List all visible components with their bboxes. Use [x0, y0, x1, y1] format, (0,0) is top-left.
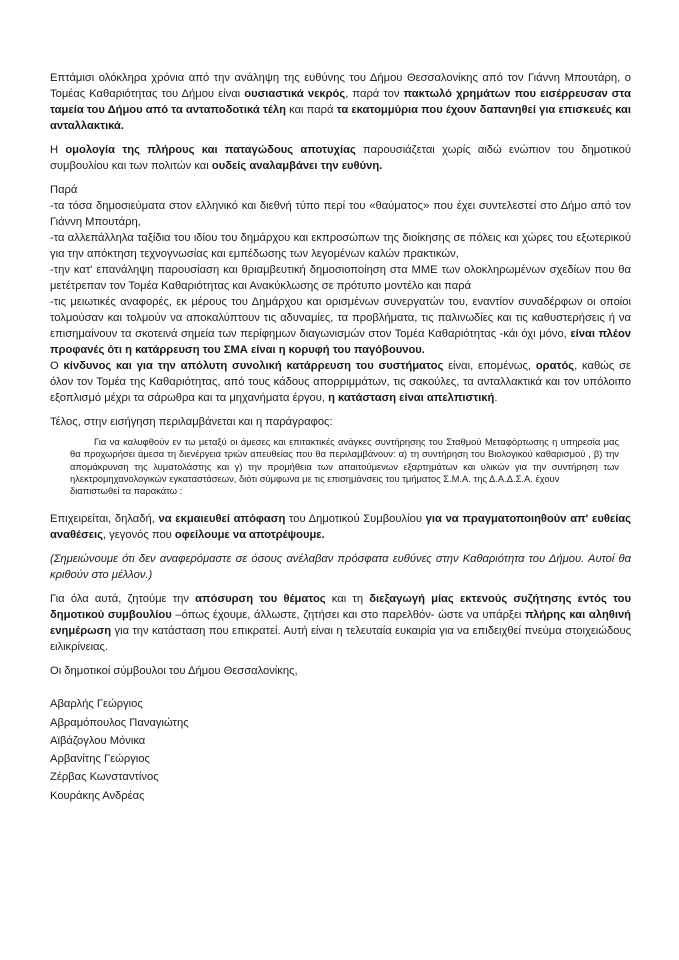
- text-run: Για όλα αυτά, ζητούμε την: [50, 593, 196, 606]
- signer-name: Αβαρλής Γεώργιος: [50, 698, 143, 711]
- text-run: Ο: [50, 360, 64, 372]
- signer-name: Αρβανίτης Γεώργιος: [50, 753, 150, 766]
- bold-text: ουδείς αναλαμβάνει την ευθύνη.: [211, 160, 383, 172]
- bold-text: ορατός: [535, 360, 575, 372]
- paragraph-decision: [50, 511, 631, 543]
- paragraph-closing: [50, 663, 631, 679]
- bold-text: οφείλουμε να αποτρέψουμε.: [174, 529, 325, 542]
- signers-list: [50, 695, 631, 804]
- text-run: Οι δημοτικοί σύμβουλοι του Δήμου Θεσσαλονίκης,: [50, 665, 298, 678]
- bold-text: πακτωλό χρημάτων που εισέρρευσαν στα ταμεία του Δήμου από τα ανταποδοτικά τέλη: [50, 88, 631, 116]
- paragraph-despite: [50, 182, 631, 198]
- text-run: του Δημοτικού Συμβουλίου: [285, 513, 426, 526]
- text-run: .: [494, 392, 498, 404]
- text-run: παρουσιάζεται χωρίς αιδώ ενώπιον του δημοτικού συμβουλίου και των πολιτών και: [50, 144, 631, 172]
- paragraph-danger: [50, 358, 631, 406]
- text-run: Επτάμισι ολόκληρα χρόνια από την ανάληψη της ευθύνης του Δήμου Θεσσαλονίκης από τον Γιάννη Μπουτάρη, ο Τομέας Καθαριότητας του Δήμου είναι: [50, 72, 631, 100]
- text-run: , γεγονός που: [102, 529, 175, 542]
- bold-text: τα εκατομμύρια που έχουν δαπανηθεί για επισκευές και ανταλλακτικά.: [50, 104, 631, 132]
- text-run: -τα τόσα δημοσιεύματα στον ελληνικό και διεθνή τύπο περί του «θαύματος» που έχει συντελεστεί στο Δήμο από τον Γιάννη Μπουτάρη,: [50, 200, 631, 228]
- paragraph-intro: [50, 70, 631, 134]
- paragraph-publications: [50, 198, 631, 230]
- bold-text: να εκμαιευθεί απόφαση: [158, 513, 286, 526]
- signer-name: Αβραμόπουλος Παναγιώτης: [50, 716, 189, 729]
- bold-text: κίνδυνος και για την απόλυτη συνολική κατάρρευση του συστήματος: [63, 360, 444, 372]
- bold-text: ομολογία της πλήρους και παταγώδους αποτυχίας: [65, 144, 356, 156]
- bold-text: διεξαγωγή μίας εκτενούς συζήτησης εντός του δημοτικού συμβουλίου: [50, 593, 631, 622]
- bold-text: για να πραγματοποιηθούν απ' ευθείας αναθέσεις: [50, 513, 632, 542]
- text-run: Η: [50, 144, 66, 156]
- text-run: Παρά: [50, 184, 78, 196]
- signer-name: Αϊβάζογλου Μόνικα: [50, 734, 146, 747]
- text-run: και παρά: [285, 104, 337, 116]
- paragraph-remarks: [50, 294, 631, 358]
- paragraph-failure: [50, 142, 631, 174]
- text-run: Για να καλυφθούν εν τω μεταξύ οι άμεσες και επιτακτικές ανάγκες συντήρησης του Σταθμού Μεταφόρτωσης η υπηρεσία μας θα προχωρήσει άμεσα τη διενέργεια τριών απευθείας που θα περιλαμβάνουν: α) τη συντήρηση του Βιολογικού καθαρισμού , β) την απομάκρυνση της λυματολάστης και γ) την προμήθεια των απαιτούμενων εξαρτημάτων και υλικών για την συντήρηση των ηλεκτρομηχανολογικών εγκαταστάσεων, διότι σύμφωνα με τις επισημάνσεις του τμήματος Σ.Μ.Α. της Δ.Α.Δ.Σ.Α. έχουν: [70, 436, 619, 484]
- text-run: για την κατάσταση που επικρατεί. Αυτή είναι η τελευταία ευκαιρία για να επιδειχθεί πνεύμα στοιχειώδους ειλικρίνειας.: [50, 625, 631, 654]
- signer-name: Ζέρβας Κωνσταντίνος: [50, 771, 159, 784]
- bold-text: ουσιαστικά νεκρός: [244, 88, 346, 100]
- text-run: -την κατ' επανάληψη παρουσίαση και θριαμβευτική δημοσιοποίηση στα ΜΜΕ των ολοκληρωμένων σχεδίων που θα μετέτρεπαν τον Τομέα Καθαριότητας και Ανακύκλωσης σε πρότυπο μοντέλο και παρά: [50, 264, 631, 292]
- quoted-paragraph: [70, 436, 619, 485]
- signer-name: Κουράκης Ανδρέας: [50, 789, 145, 802]
- paragraph-trips: [50, 230, 631, 262]
- paragraph-request: [50, 591, 631, 655]
- paragraph-presentation: [50, 262, 631, 294]
- paragraph-note: [50, 551, 631, 583]
- text-run: , παρά τον: [345, 88, 404, 100]
- paragraph-finally: [50, 414, 631, 430]
- bold-text: απόσυρση του θέματος: [195, 593, 326, 606]
- bold-text: η κατάσταση είναι απελπιστική: [328, 392, 495, 404]
- text-run: -τις μειωτικές αναφορές, εκ μέρους του Δημάρχου και ορισμένων συνεργατών του, εναντίον συναδέρφων οι οποίοι τολμούσαν και τολμούν να αποκαλύπτουν τις αδυναμίες, τα προβλήματα, τις παλινωδίες και τις καθυστερήσεις ή να επισημαίνουν τα σκοτεινά σημεία των περίφημων διαγωνισμών στον Τομέα Καθαριότητας -κάι όχι μόνο,: [50, 296, 631, 340]
- text-run: (Σημειώνουμε ότι δεν αναφερόμαστε σε όσους ανέλαβαν πρόσφατα ευθύνες στην Καθαριότητα του Δήμου. Αυτοί θα κριθούν στο μέλλον.): [50, 553, 631, 582]
- text-run: –όπως έχουμε, άλλωστε, ζητήσει και στο παρελθόν- ώστε να υπάρξει: [171, 609, 526, 622]
- text-run: διαπιστωθεί τα παρακάτω :: [70, 485, 183, 497]
- text-run: Τέλος, στην εισήγηση περιλαμβάνεται και η παράγραφος:: [50, 416, 333, 428]
- text-run: είναι, επομένως,: [443, 360, 536, 372]
- text-run: Επιχειρείται, δηλαδή,: [50, 513, 159, 526]
- bold-text: πλήρης και αληθινή ενημέρωση: [50, 609, 632, 638]
- quoted-paragraph-end: [70, 485, 619, 497]
- text-run: -τα αλλεπάλληλα ταξίδια του ιδίου του δημάρχου και εκπροσώπων της διοίκησης σε πόλεις και χώρες του εξωτερικού για την απόκτηση τεχνογνωσίας και εμπέδωσης των λεγομένων καλών πρακτικών,: [50, 232, 631, 260]
- bold-text: είναι πλέον προφανές ότι η κατάρρευση του ΣΜΑ είναι η κορυφή του παγόβουνου.: [50, 328, 631, 356]
- text-run: , καθώς σε όλον τον Τομέα της Καθαριότητας, από τους κάδους απορριμμάτων, τις σακούλες, τα ανταλλακτικά και τον υπόλοιπο εξοπλισμό μέχρι τα σάρωθρα και τα μηχανήματα έργου,: [50, 360, 632, 404]
- text-run: και τη: [325, 593, 370, 606]
